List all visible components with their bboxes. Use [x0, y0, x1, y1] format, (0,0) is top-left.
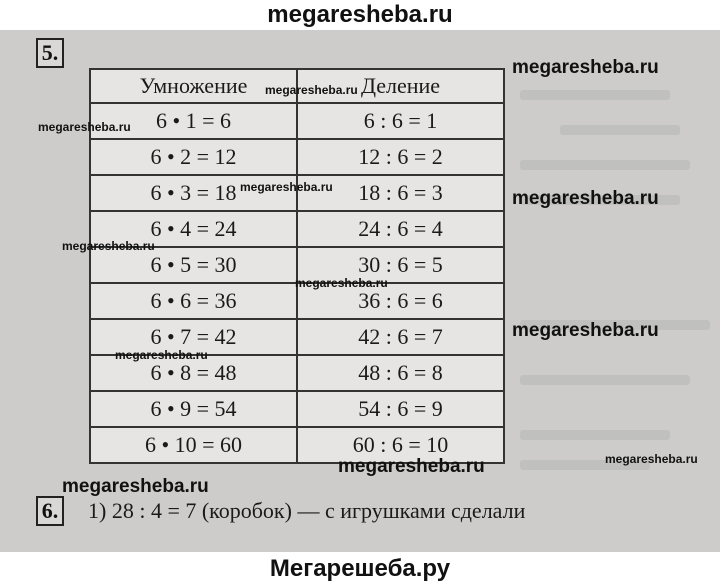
table-row	[90, 391, 504, 427]
multiplication-cell: 6 • 1 = 6	[90, 103, 297, 139]
textbook-page	[0, 30, 720, 552]
watermark: megaresheba.ru	[115, 348, 208, 362]
table-row	[90, 139, 504, 175]
top-watermark-banner: megaresheba.ru	[0, 0, 720, 30]
watermark: megaresheba.ru	[62, 476, 209, 497]
division-cell: 48 : 6 = 8	[297, 355, 504, 391]
division-cell: 42 : 6 = 7	[297, 319, 504, 355]
multiplication-cell: 6 • 8 = 48	[90, 355, 297, 391]
watermark: megaresheba.ru	[295, 276, 388, 290]
bottom-watermark-banner: Мегарешеба.ру	[0, 552, 720, 586]
division-cell: 12 : 6 = 2	[297, 139, 504, 175]
division-cell: 60 : 6 = 10	[297, 427, 504, 463]
division-cell: 54 : 6 = 9	[297, 391, 504, 427]
division-cell: 6 : 6 = 1	[297, 103, 504, 139]
multiplication-cell: 6 • 9 = 54	[90, 391, 297, 427]
header-division: Деление	[297, 69, 504, 103]
watermark: megaresheba.ru	[38, 120, 131, 134]
division-cell: 24 : 6 = 4	[297, 211, 504, 247]
watermark: megaresheba.ru	[605, 452, 698, 466]
table-row	[90, 103, 504, 139]
task-5-number: 5.	[36, 38, 64, 68]
watermark: megaresheba.ru	[512, 320, 659, 341]
division-cell: 30 : 6 = 5	[297, 247, 504, 283]
multiplication-cell: 6 • 4 = 24	[90, 211, 297, 247]
multiplication-cell: 6 • 10 = 60	[90, 427, 297, 463]
multiplication-division-table	[89, 68, 505, 464]
watermark: megaresheba.ru	[62, 239, 155, 253]
task-6-text: 1) 28 : 4 = 7 (коробок) — с игрушками сделали	[88, 498, 526, 523]
watermark: megaresheba.ru	[240, 180, 333, 194]
watermark: megaresheba.ru	[512, 57, 659, 78]
header-multiplication: Умножение	[90, 69, 297, 103]
watermark: megaresheba.ru	[338, 456, 485, 477]
watermark: megaresheba.ru	[512, 188, 659, 209]
multiplication-cell: 6 • 2 = 12	[90, 139, 297, 175]
multiplication-cell: 6 • 5 = 30	[90, 247, 297, 283]
multiplication-cell: 6 • 6 = 36	[90, 283, 297, 319]
division-cell: 36 : 6 = 6	[297, 283, 504, 319]
multiplication-cell: 6 • 7 = 42	[90, 319, 297, 355]
watermark: megaresheba.ru	[265, 83, 358, 97]
division-cell: 18 : 6 = 3	[297, 175, 504, 211]
multiplication-cell: 6 • 3 = 18	[90, 175, 297, 211]
task-6-number: 6.	[36, 496, 64, 526]
